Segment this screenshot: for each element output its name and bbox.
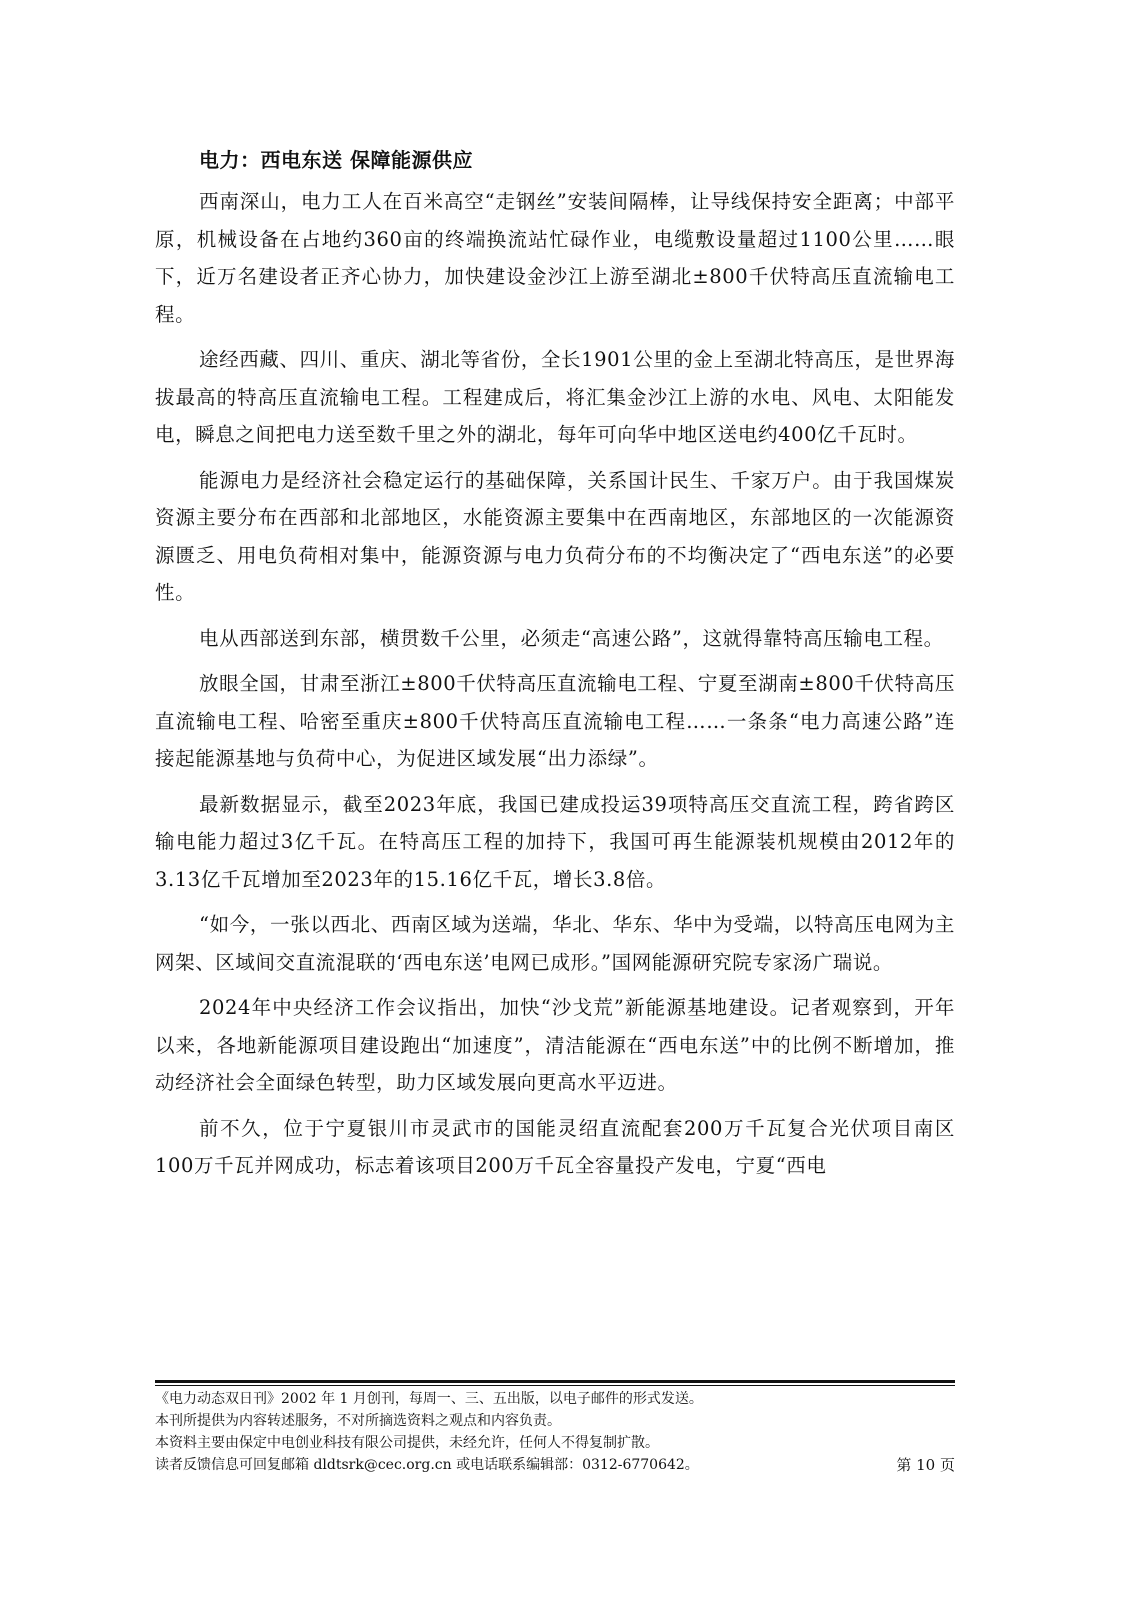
- footer-copyright: 本资料主要由保定中电创业科技有限公司提供，未经允许，任何人不得复制扩散。: [155, 1435, 659, 1451]
- paragraph: 2024年中央经济工作会议指出，加快“沙戈荒”新能源基地建设。记者观察到，开年以来，各地新能源项目建设跑出“加速度”，清洁能源在“西电东送”中的比例不断增加，推动经济社会全面绿色转型，助力区域发展向更高水平迈进。: [155, 996, 955, 1094]
- footer-divider-thick: [155, 1380, 955, 1383]
- paragraph: 电从西部送到东部，横贯数千公里，必须走“高速公路”，这就得靠特高压输电工程。: [199, 626, 944, 650]
- footer-contact-row: [155, 1454, 955, 1476]
- paragraph: “如今，一张以西北、西南区域为送端，华北、华东、华中为受端，以特高压电网为主网架、区域间交直流混联的‘西电东送’电网已成形。”国网能源研究院专家汤广瑞说。: [155, 913, 955, 974]
- paragraph: 途经西藏、四川、重庆、湖北等省份，全长1901公里的金上至湖北特高压，是世界海拔最高的特高压直流输电工程。工程建成后，将汇集金沙江上游的水电、风电、太阳能发电，瞬息之间把电力送至数千里之外的湖北，每年可向华中地区送电约400亿千瓦时。: [155, 348, 955, 446]
- footer-contact: 读者反馈信息可回复邮箱 dldtsrk@cec.org.cn 或电话联系编辑部：0312-6770642。: [155, 1457, 699, 1473]
- page-number: 第 10 页: [896, 1456, 955, 1474]
- article-body: [155, 147, 955, 1193]
- footer-divider-thin: [155, 1385, 955, 1386]
- paragraph: 前不久，位于宁夏银川市灵武市的国能灵绍直流配套200万千瓦复合光伏项目南区100万千瓦并网成功，标志着该项目200万千瓦全容量投产发电，宁夏“西电: [155, 1116, 955, 1177]
- paragraph: 放眼全国，甘肃至浙江±800千伏特高压直流输电工程、宁夏至湖南±800千伏特高压直流输电工程、哈密至重庆±800千伏特高压直流输电工程……一条条“电力高速公路”连接起能源基地与负荷中心，为促进区域发展“出力添绿”。: [155, 672, 955, 770]
- page-footer: [155, 1388, 955, 1476]
- paragraph: 能源电力是经济社会稳定运行的基础保障，关系国计民生、千家万户。由于我国煤炭资源主要分布在西部和北部地区，水能资源主要集中在西南地区，东部地区的一次能源资源匮乏、用电负荷相对集中，能源资源与电力负荷分布的不均衡决定了“西电东送”的必要性。: [155, 468, 955, 604]
- footer-disclaimer: 本刊所提供为内容转述服务，不对所摘选资料之观点和内容负责。: [155, 1413, 561, 1429]
- paragraph: 最新数据显示，截至2023年底，我国已建成投运39项特高压交直流工程，跨省跨区输电能力超过3亿千瓦。在特高压工程的加持下，我国可再生能源装机规模由2012年的3.13亿千瓦增加至2023年的15.16亿千瓦，增长3.8倍。: [155, 792, 955, 891]
- section-heading: 电力：西电东送 保障能源供应: [199, 148, 473, 172]
- footer-publication-info: 《电力动态双日刊》2002 年 1 月创刊，每周一、三、五出版，以电子邮件的形式发送。: [155, 1391, 703, 1407]
- paragraph: 西南深山，电力工人在百米高空“走钢丝”安装间隔棒，让导线保持安全距离；中部平原，机械设备在占地约360亩的终端换流站忙碌作业，电缆敷设量超过1100公里……眼下，近万名建设者正齐心协力，加快建设金沙江上游至湖北±800千伏特高压直流输电工程。: [155, 190, 955, 326]
